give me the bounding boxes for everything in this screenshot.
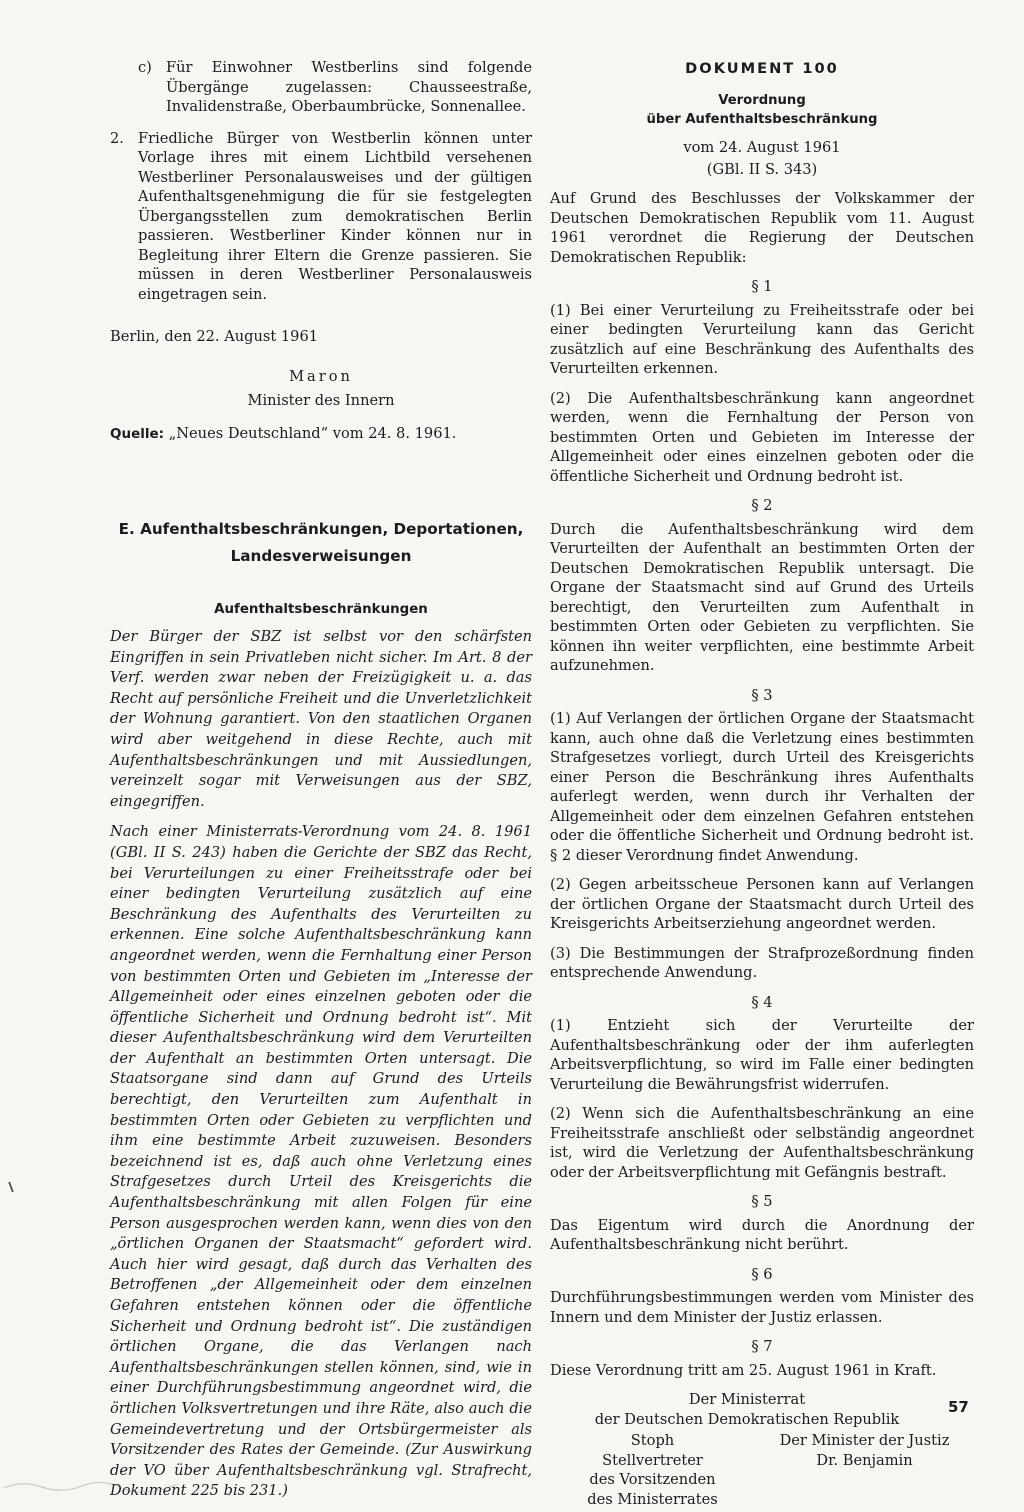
signature-line: Dr. Benjamin <box>816 1451 913 1469</box>
right-column <box>550 58 974 1509</box>
source-citation <box>110 425 532 442</box>
section-paragraph: Diese Verordnung tritt am 25. August 1961 in Kraft. <box>550 1361 937 1379</box>
list-text: Friedliche Bürger von Westberlin können unter Vorlage ihres mit einem Lichtbild versehenen Westberliner Personalausweises und der gültigen Aufenthaltsgenehmigung die für sie festgelegten Übergangsstellen zum demokratischen Berlin passieren. Westberliner Kinder können nur in Begleitung ihrer Eltern die Grenze passieren. Sie müssen in deren Westberliner Personalausweis eingetragen sein. <box>138 129 532 303</box>
ordinance-title <box>550 91 974 129</box>
signature-line: Der Minister der Justiz <box>779 1432 950 1449</box>
section-mark: § 4 <box>751 993 773 1011</box>
ordinance-date <box>550 137 974 181</box>
section-paragraph: (1) Entzieht sich der Verurteilte der Aufenthaltsbeschränkung oder der ihm auferlegten Arbeitsverpflichtung, so wird im Falle einer bedingten Verurteilung die Bewährungsfrist widerrufen. <box>550 1017 974 1093</box>
section-paragraph: (1) Bei einer Verurteilung zu Freiheitsstrafe oder bei einer bedingten Verurteilung kann das Gericht zusätzlich auf eine Beschränkung des Aufenthalts des Verurteilten erkennen. <box>550 301 974 377</box>
signature-line: Stoph <box>630 1432 675 1449</box>
source-text: „Neues Deutschland“ vom 24. 8. 1961. <box>168 425 457 442</box>
signer-title: Minister des Innern <box>247 392 395 409</box>
council-heading <box>550 1390 974 1429</box>
section-paragraph: (2) Die Aufenthaltsbeschränkung kann angeordnet werden, wenn die Fernhaltung der Person von bestimmten Orten und Gebieten im Interesse der Allgemeinheit oder eines einzelnen geboten oder die öffentliche Sicherheit und Ordnung bedroht ist. <box>550 389 974 485</box>
section-paragraph: Durchführungsbestimmungen werden vom Minister des Innern und dem Minister der Justiz erlassen. <box>550 1289 974 1326</box>
margin-mark <box>8 1182 20 1192</box>
list-label: c) <box>138 59 152 76</box>
list-text: Für Einwohner Westberlins sind folgende Übergänge zugelassen: Chausseestraße, Invalidenstraße, Oberbaumbrücke, Sonnenallee. <box>166 59 532 115</box>
section-mark: § 3 <box>751 686 773 704</box>
place-date: Berlin, den 22. August 1961 <box>110 328 319 345</box>
council-signature-columns <box>550 1431 974 1509</box>
signature-line: Stellvertreter <box>602 1451 703 1469</box>
source-label: Quelle: <box>110 426 165 442</box>
signature-left <box>550 1431 755 1509</box>
section-paragraph: Das Eigentum wird durch die Anordnung der Aufenthaltsbeschränkung nicht berührt. <box>550 1216 974 1253</box>
preamble: Auf Grund des Beschlusses der Volkskammer der Deutschen Demokratischen Republik vom 11. August 1961 verordnet die Regierung der Deutschen Demokratischen Republik: <box>550 190 974 266</box>
list-label: 2. <box>110 129 124 147</box>
section-paragraph: (2) Wenn sich die Aufenthaltsbeschränkung an eine Freiheitsstrafe anschließt oder selbständig angeordnet ist, wird die Verletzung der Aufenthaltsbeschränkung oder der Arbeitsverpflichtung mit Gefängnis bestraft. <box>550 1105 974 1181</box>
faint-stamp-mark <box>2 1478 182 1494</box>
ordinance-title-line: über Aufenthaltsbeschränkung <box>646 112 878 127</box>
section-mark: § 7 <box>751 1338 773 1355</box>
section-paragraph: (1) Auf Verlangen der örtlichen Organe der Staatsmacht kann, auch ohne daß die Verletzung eines bestimmten Strafgesetzes vorliegt, durch Urteil des Kreisgerichts einer Person die Beschränkung ihres Aufenthalts auferlegt werden, wenn durch ihr Verhalten der Allgemeinheit oder dem einzelnen Gefahren entstehen oder die öffentliche Sicherheit und Ordnung bedroht ist. § 2 dieser Verordnung findet Anwendung. <box>550 710 974 864</box>
left-column <box>110 58 532 1512</box>
commentary-paragraph: Der Bürger der SBZ ist selbst vor den schärfsten Eingriffen in sein Privatleben nicht sicher. Im Art. 8 der Verf. werden zwar neben der Freizügigkeit u. a. das Recht auf persönliche Freiheit und die Unverletzlichkeit der Wohnung garantiert. Von den staatlichen Organen wird aber weitgehend in diese Rechte, auch mit Aufenthaltsbeschränkungen und mit Aussiedlungen, vereinzelt sogar mit Verweisungen aus der SBZ, eingegriffen. <box>110 628 532 810</box>
signature-block <box>110 365 532 413</box>
council-heading-line: der Deutschen Demokratischen Republik <box>594 1410 900 1428</box>
section-paragraph: (3) Die Bestimmungen der Strafprozeßordnung finden entsprechende Anwendung. <box>550 944 974 981</box>
council-signatures <box>550 1390 974 1509</box>
section-paragraph: Durch die Aufenthaltsbeschränkung wird dem Verurteilten der Aufenthalt an bestimmten Orten der Deutschen Demokratischen Republik untersagt. Die Organe der Staatsmacht sind auf Grund des Urteils berechtigt, den Verurteilten zum Aufenthalt in bestimmten Orten oder Gebieten zu verpflichten. Sie können ihn weiter verpflichten, eine bestimmte Arbeit aufzunehmen. <box>550 520 974 674</box>
subheading: Aufenthaltsbeschränkungen <box>214 602 428 617</box>
signer-name: Maron <box>289 368 353 385</box>
list-item-c <box>110 58 532 117</box>
section-heading <box>110 516 532 570</box>
ordinance-title-line: Verordnung <box>718 93 806 108</box>
section-mark: § 6 <box>751 1265 773 1283</box>
list-item-2 <box>110 129 532 305</box>
signature-right <box>755 1431 974 1509</box>
page-number: 57 <box>948 1398 969 1416</box>
section-paragraph: (2) Gegen arbeitsscheue Personen kann auf Verlangen der örtlichen Organe der Staatsmacht durch Urteil des Kreisgerichts Arbeitserziehung angeordnet werden. <box>550 876 974 932</box>
signature-line: des Vorsitzenden <box>589 1471 716 1488</box>
council-heading-line: Der Ministerrat <box>688 1391 806 1408</box>
section-mark: § 1 <box>751 278 773 295</box>
section-heading-line: E. Aufenthaltsbeschränkungen, Deportationen, <box>118 520 524 538</box>
ordinance-date-line: vom 24. August 1961 <box>683 139 841 156</box>
ordinance-date-line: (GBl. II S. 343) <box>706 161 818 178</box>
section-mark: § 5 <box>751 1193 773 1210</box>
section-heading-line: Landesverweisungen <box>230 547 412 565</box>
signature-line: des Ministerrates <box>587 1490 718 1508</box>
commentary-paragraph: Nach einer Ministerrats-Verordnung vom 24. 8. 1961 (GBl. II S. 243) haben die Gerichte der SBZ das Recht, bei Verurteilungen zu einer Freiheitsstrafe oder bei einer bedingten Verurteilung zusätzlich auf eine Beschränkung des Aufenthalts des Verurteilten zu erkennen. Eine solche Aufenthaltsbeschränkung kann angeordnet werden, wenn die Fernhaltung einer Person von bestimmten Orten und Gebieten im „Interesse der Allgemeinheit oder eines einzelnen geboten oder die öffentliche Sicherheit und Ordnung bedroht ist“. Mit dieser Aufenthaltsbeschränkung wird dem Verurteilten der Aufenthalt an bestimmten Orten untersagt. Die Staatsorgane sind dann auf Grund des Urteils berechtigt, den Verurteilten zum Aufenthalt in bestimmten Orten oder Gebieten zu verpflichten und ihm eine bestimmte Arbeit zuzuweisen. Besonders bezeichnend ist es, daß auch ohne Verletzung eines Strafgesetzes durch Urteil des Kreisgerichts die Aufenthaltsbeschränkung mit allen Folgen für eine Person ausgesprochen werden kann, wenn dies von den „örtlichen Organen der Staatsmacht“ gefordert wird. Auch hier wird gesagt, daß durch das Verhalten des Betroffenen „der Allgemeinheit oder dem einzelnen Gefahren entstehen können oder die öffentliche Sicherheit und Ordnung bedroht ist“. Die zuständigen örtlichen Organe, die das Verlangen nach Aufenthaltsbeschränkungen stellen können, sind, wie in einer Durchführungsbestimmung angeordnet wird, die örtlichen Volksvertretungen und ihre Räte, also auch die Gemeindevertretung und der Ortsbürgermeister als Vorsitzender des Rates der Gemeinde. (Zur Auswirkung der VO über Aufenthaltsbeschränkung vgl. Strafrecht, Dokument 225 bis 231.) <box>110 823 532 1500</box>
section-mark: § 2 <box>751 497 773 514</box>
document-title: DOKUMENT 100 <box>685 60 839 77</box>
